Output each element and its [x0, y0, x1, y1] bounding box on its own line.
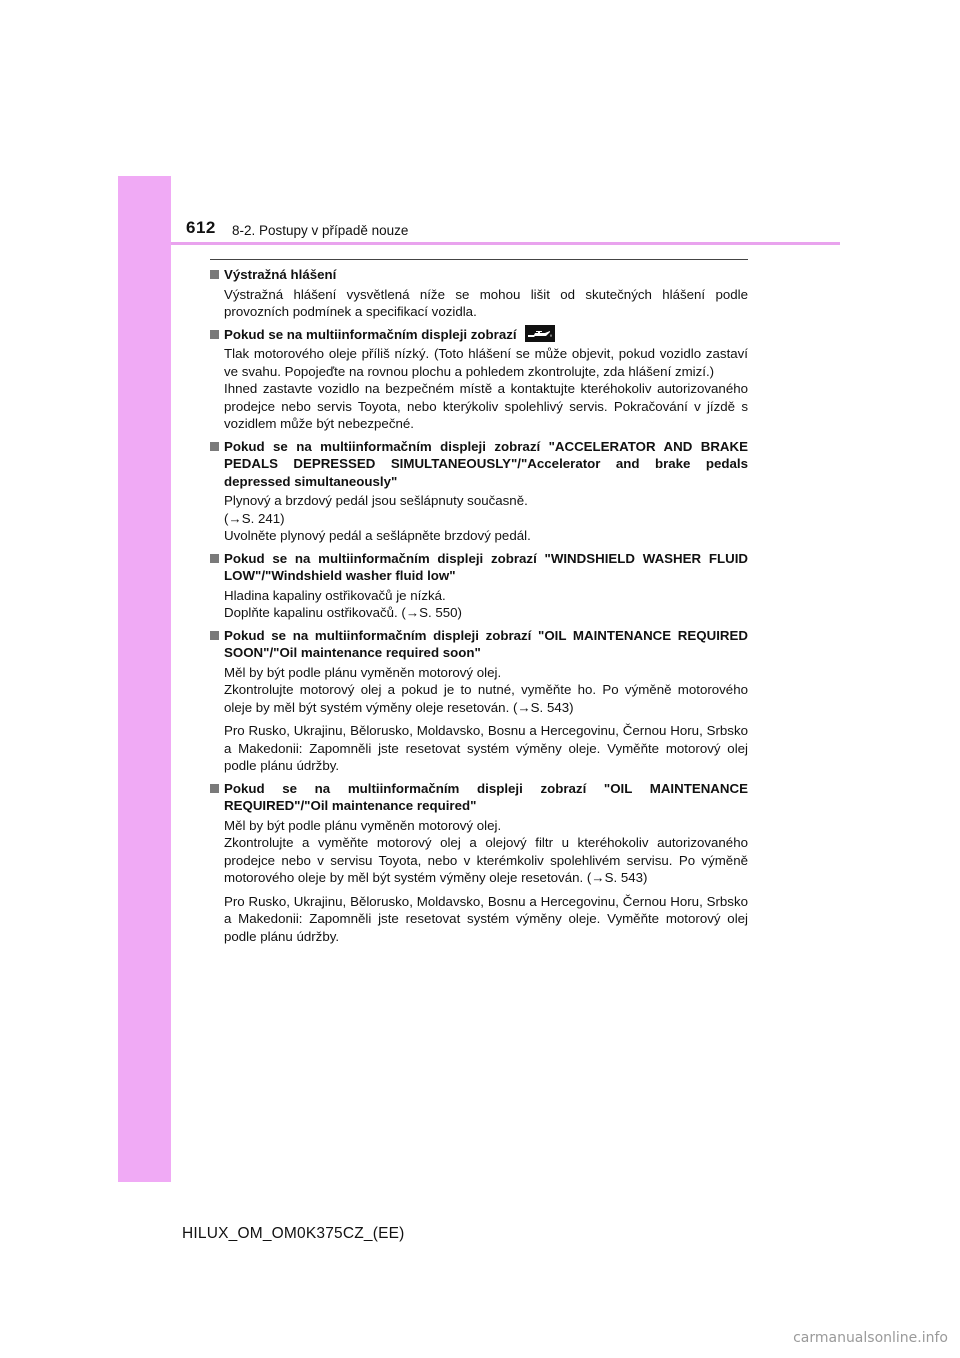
bullet-square-icon [210, 442, 219, 451]
page-reference: (→S. 241) [224, 510, 285, 526]
bullet-square-icon [210, 270, 219, 279]
paragraph: Zkontrolujte motorový olej a pokud je to nutné, vyměňte ho. Po výměně motorového oleje by měl být systém výměny oleje resetován. (→S. 543) [224, 682, 748, 715]
top-rule [210, 259, 748, 260]
heading-text: Výstražná hlášení [224, 267, 337, 282]
paragraph: Uvolněte plynový pedál a sešlápněte brzdový pedál. [224, 528, 531, 544]
paragraph: Výstražná hlášení vysvětlená níže se mohou lišit od skutečných hlášení podle provozních podmínek a specifikací vozidla. [224, 286, 748, 319]
section-pedals [210, 438, 748, 545]
heading-text: Pokud se na multiinformačním displeji zobrazí "WINDSHIELD WASHER FLUID LOW"/"Windshield washer fluid low" [224, 550, 748, 584]
paragraph: Měl by být podle plánu vyměněn motorový olej. [224, 817, 502, 833]
heading-text: Pokud se na multiinformačním displeji zobrazí [224, 326, 517, 342]
paragraph: Tlak motorového oleje příliš nízký. (Toto hlášení se může objevit, pokud vozidlo zastaví ve svahu. Popojeďte na rovnou plochu a pohledem zkontrolujte, zda hlášení zmizí.) [224, 346, 748, 379]
bullet-square-icon [210, 784, 219, 793]
section-washer-fluid [210, 550, 748, 622]
oil-pressure-icon [525, 325, 555, 342]
bullet-square-icon [210, 554, 219, 563]
bullet-square-icon [210, 330, 219, 339]
section-warning-messages [210, 266, 748, 321]
bullet-square-icon [210, 631, 219, 640]
paragraph: Pro Rusko, Ukrajinu, Bělorusko, Moldavsko, Bosnu a Hercegovinu, Černou Horu, Srbsko a Makedonii: Zapomněli jste resetovat systém výměny oleje. Vyměňte motorový olej podle plánu údržby. [224, 723, 748, 774]
section-heading [210, 627, 748, 662]
paragraph: Doplňte kapalinu ostřikovačů. (→S. 550) [224, 605, 462, 621]
chapter-sidebar-tab [118, 176, 171, 1182]
paragraph: Měl by být podle plánu vyměněn motorový olej. [224, 664, 502, 680]
section-heading [210, 326, 748, 344]
section-heading [210, 550, 748, 585]
paragraph: Plynový a brzdový pedál jsou sešlápnuty současně. [224, 493, 528, 509]
header-line [171, 242, 840, 245]
section-title: 8-2. Postupy v případě nouze [232, 223, 409, 238]
section-oil-pressure [210, 326, 748, 433]
content [210, 266, 748, 950]
section-oil-maintenance-required [210, 780, 748, 946]
heading-text: Pokud se na multiinformačním displeji zobrazí "OIL MAINTENANCE REQUIRED"/"Oil maintenance required" [224, 780, 748, 814]
paragraph: Hladina kapaliny ostřikovačů je nízká. [224, 587, 446, 603]
paragraph: Zkontrolujte a vyměňte motorový olej a olejový filtr u kteréhokoliv autorizovaného prodejce nebo v servisu Toyota, nebo v kterémkoliv spolehlivém servisu. Po výměně motorového oleje by měl být systém výměny oleje resetován. (→S. 543) [224, 835, 748, 886]
page-number: 612 [186, 218, 216, 237]
section-oil-maintenance-soon [210, 627, 748, 775]
section-heading [210, 266, 748, 284]
paragraph: Pro Rusko, Ukrajinu, Bělorusko, Moldavsko, Bosnu a Hercegovinu, Černou Horu, Srbsko a Makedonii: Zapomněli jste resetovat systém výměny oleje. Vyměňte motorový olej podle plánu údržby. [224, 893, 748, 944]
heading-text: Pokud se na multiinformačním displeji zobrazí "ACCELERATOR AND BRAKE PEDALS DEPRESSED SIMULTANEOUSLY"/"Accelerator and brake pedals depressed simultaneously" [224, 438, 748, 489]
section-heading [210, 438, 748, 491]
section-heading [210, 780, 748, 815]
paragraph: Ihned zastavte vozidlo na bezpečném místě a kontaktujte kteréhokoliv autorizovaného prodejce nebo servis Toyota, nebo kterýkoliv spolehlivý servis. Pokračování v jízdě s vozidlem může být nebezpečné. [224, 381, 748, 432]
watermark: carmanualsonline.info [793, 1330, 948, 1346]
heading-text: Pokud se na multiinformačním displeji zobrazí "OIL MAINTENANCE REQUIRED SOON"/"Oil maintenance required soon" [224, 627, 748, 661]
document-code: HILUX_OM_OM0K375CZ_(EE) [182, 1225, 405, 1242]
